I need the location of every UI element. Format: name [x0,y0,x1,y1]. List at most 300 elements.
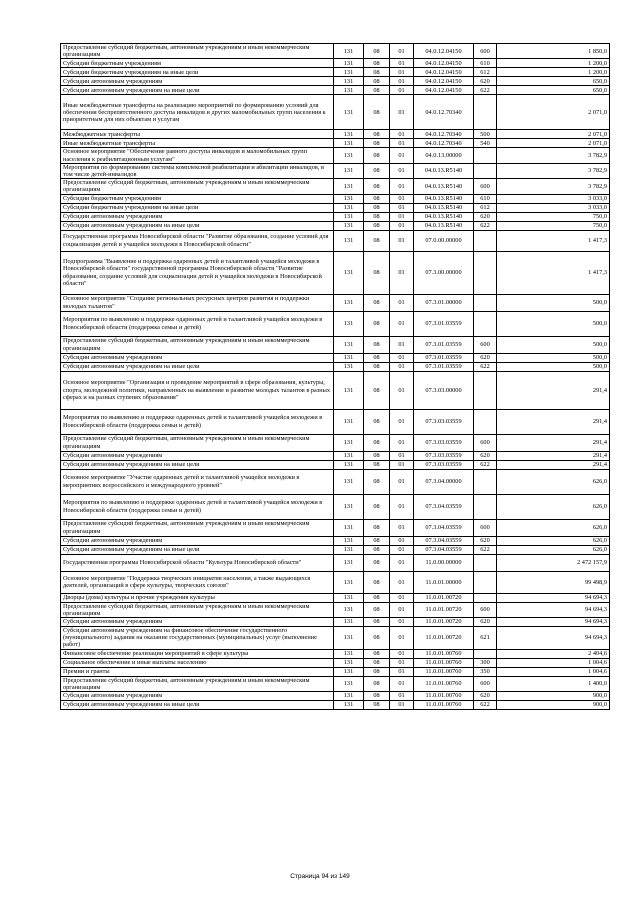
target-article-cell: 04.0.12.04150 [414,77,474,86]
subsection-code-cell: 01 [390,536,414,545]
ved-code-cell: 131 [334,593,364,602]
table-row [61,536,610,545]
subsection-code-cell: 01 [390,701,414,710]
subsection-code-cell: 01 [390,371,414,409]
target-article-cell: 11.0.01.00760 [414,667,474,676]
amount-cell: 626,0 [497,519,610,536]
target-article-cell: 07.3.04.03559 [414,494,474,519]
expense-type-cell: 620 [474,353,497,362]
section-code-cell: 08 [364,571,390,593]
ved-code-cell: 131 [334,494,364,519]
amount-cell: 94 694,3 [497,602,610,617]
ved-code-cell: 131 [334,658,364,667]
ved-code-cell: 131 [334,434,364,451]
section-code-cell: 08 [364,649,390,658]
target-article-cell: 04.0.13.R5140 [414,221,474,230]
expense-type-cell: 620 [474,692,497,701]
target-article-cell: 04.0.12.04150 [414,68,474,77]
row-name-cell: Субсидии бюджетным учреждениям [61,59,334,68]
subsection-code-cell: 01 [390,163,414,178]
table-row [61,494,610,519]
subsection-code-cell: 01 [390,203,414,212]
expense-type-cell: 622 [474,545,497,554]
table-row [61,336,610,353]
target-article-cell: 11.0.01.00760 [414,676,474,691]
row-name-cell: Предоставление субсидий бюджетным, автономным учреждениям и иным некоммерческим организациям [61,336,334,353]
row-name-cell: Субсидии бюджетным учреждениям на иные цели [61,203,334,212]
subsection-code-cell: 01 [390,571,414,593]
section-code-cell: 08 [364,212,390,221]
section-code-cell: 08 [364,409,390,434]
amount-cell: 626,0 [497,536,610,545]
section-code-cell: 08 [364,163,390,178]
table-row [61,311,610,336]
table-row [61,163,610,178]
table-row [61,434,610,451]
table-row [61,649,610,658]
table-row [61,203,610,212]
expense-type-cell [474,469,497,494]
expense-type-cell [474,95,497,130]
subsection-code-cell: 01 [390,692,414,701]
ved-code-cell: 131 [334,571,364,593]
table-row [61,251,610,294]
amount-cell: 500,0 [497,336,610,353]
target-article-cell: 04.0.13.R5140 [414,194,474,203]
ved-code-cell: 131 [334,627,364,650]
amount-cell: 626,0 [497,469,610,494]
row-name-cell: Мероприятия по формированию системы комплексной реабилитации и абилитации инвалидов, в том числе детей-инвалидов [61,163,334,178]
subsection-code-cell: 01 [390,251,414,294]
expense-type-cell: 622 [474,221,497,230]
ved-code-cell: 131 [334,212,364,221]
table-row [61,667,610,676]
expense-type-cell [474,593,497,602]
row-name-cell: Предоставление субсидий бюджетным, автономным учреждениям и иным некоммерческим организациям [61,179,334,194]
expense-type-cell: 622 [474,460,497,469]
expense-type-cell [474,148,497,163]
subsection-code-cell: 01 [390,460,414,469]
section-code-cell: 08 [364,139,390,148]
ved-code-cell: 131 [334,701,364,710]
section-code-cell: 08 [364,353,390,362]
amount-cell: 650,0 [497,86,610,95]
ved-code-cell: 131 [334,139,364,148]
section-code-cell: 08 [364,230,390,251]
table-row [61,519,610,536]
target-article-cell: 04.0.13.R5140 [414,212,474,221]
target-article-cell: 04.0.13.R5140 [414,203,474,212]
row-name-cell: Субсидии автономным учреждениям на иные цели [61,701,334,710]
table-row [61,469,610,494]
table-row [61,139,610,148]
target-article-cell: 11.0.01.00760 [414,692,474,701]
table-row [61,212,610,221]
subsection-code-cell: 01 [390,627,414,650]
section-code-cell: 08 [364,294,390,311]
amount-cell: 1 417,3 [497,251,610,294]
expense-type-cell: 600 [474,602,497,617]
target-article-cell: 07.3.04.03559 [414,519,474,536]
expense-type-cell [474,571,497,593]
section-code-cell: 08 [364,148,390,163]
expense-type-cell: 622 [474,86,497,95]
subsection-code-cell: 01 [390,44,414,59]
section-code-cell: 08 [364,494,390,519]
subsection-code-cell: 01 [390,68,414,77]
section-code-cell: 08 [364,676,390,691]
subsection-code-cell: 01 [390,148,414,163]
ved-code-cell: 131 [334,667,364,676]
subsection-code-cell: 01 [390,519,414,536]
row-name-cell: Иные межбюджетные трансферты [61,139,334,148]
amount-cell: 2 071,0 [497,139,610,148]
ved-code-cell: 131 [334,362,364,371]
row-name-cell: Субсидии автономным учреждениям на финансовое обеспечение государственного (муниципального) задания на оказание государственных (муниципальных) услуг (выполнение работ) [61,627,334,650]
expense-type-cell [474,409,497,434]
target-article-cell: 07.3.01.03559 [414,362,474,371]
table-row [61,230,610,251]
amount-cell: 500,0 [497,311,610,336]
row-name-cell: Субсидии автономным учреждениям на иные цели [61,460,334,469]
ved-code-cell: 131 [334,545,364,554]
amount-cell: 1 417,3 [497,230,610,251]
ved-code-cell: 131 [334,148,364,163]
amount-cell: 626,0 [497,494,610,519]
row-name-cell: Предоставление субсидий бюджетным, автономным учреждениям и иным некоммерческим организациям [61,44,334,59]
expense-type-cell: 621 [474,627,497,650]
ved-code-cell: 131 [334,676,364,691]
section-code-cell: 08 [364,59,390,68]
row-name-cell: Предоставление субсидий бюджетным, автономным учреждениям и иным некоммерческим организациям [61,676,334,691]
amount-cell: 2 472 157,9 [497,554,610,571]
expense-type-cell [474,371,497,409]
target-article-cell: 04.0.12.04150 [414,59,474,68]
subsection-code-cell: 01 [390,139,414,148]
section-code-cell: 08 [364,627,390,650]
expense-type-cell: 600 [474,336,497,353]
expense-type-cell: 622 [474,701,497,710]
expense-type-cell: 600 [474,179,497,194]
amount-cell: 2 071,0 [497,95,610,130]
section-code-cell: 08 [364,554,390,571]
target-article-cell: 11.0.00.00000 [414,554,474,571]
section-code-cell: 08 [364,251,390,294]
section-code-cell: 08 [364,434,390,451]
ved-code-cell: 131 [334,44,364,59]
expense-type-cell: 620 [474,212,497,221]
row-name-cell: Основное мероприятие "Организация и проведение мероприятий в сфере образования, культуры, спорта, молодежной политики, направленных на выявление и развитие молодых талантов в разных сферах и на разных ступенях образования" [61,371,334,409]
row-name-cell: Субсидии автономным учреждениям на иные цели [61,221,334,230]
row-name-cell: Субсидии автономным учреждениям [61,692,334,701]
ved-code-cell: 131 [334,179,364,194]
ved-code-cell: 131 [334,95,364,130]
row-name-cell: Подпрограмма "Выявление и поддержка одаренных детей и талантливой учащейся молодежи в Новосибирской области" государственной программы Новосибирской области "Развитие образования, создание условий для социализации детей и учащейся молодежи в Новосибирской области" [61,251,334,294]
ved-code-cell: 131 [334,469,364,494]
target-article-cell: 07.3.01.03559 [414,311,474,336]
section-code-cell: 08 [364,336,390,353]
target-article-cell: 04.0.12.70340 [414,95,474,130]
amount-cell: 1 200,0 [497,59,610,68]
row-name-cell: Социальное обеспечение и иные выплаты населению [61,658,334,667]
amount-cell: 1 200,0 [497,68,610,77]
expense-type-cell [474,251,497,294]
section-code-cell: 08 [364,593,390,602]
target-article-cell: 07.3.04.03559 [414,545,474,554]
section-code-cell: 08 [364,658,390,667]
row-name-cell: Финансовое обеспечение реализации мероприятий в сфере культуры [61,649,334,658]
subsection-code-cell: 01 [390,593,414,602]
section-code-cell: 08 [364,545,390,554]
ved-code-cell: 131 [334,86,364,95]
table-row [61,593,610,602]
expense-type-cell: 620 [474,536,497,545]
table-row [61,676,610,691]
row-name-cell: Предоставление субсидий бюджетным, автономным учреждениям и иным некоммерческим организациям [61,434,334,451]
row-name-cell: Основное мероприятие "Обеспечение равного доступа инвалидов и маломобильных групп населения к реабилитационным услугам" [61,148,334,163]
expense-type-cell: 612 [474,203,497,212]
subsection-code-cell: 01 [390,230,414,251]
table-row [61,148,610,163]
target-article-cell: 04.0.13.R5140 [414,179,474,194]
expense-type-cell [474,554,497,571]
target-article-cell: 07.3.01.03559 [414,336,474,353]
expense-type-cell: 500 [474,130,497,139]
row-name-cell: Субсидии автономным учреждениям на иные цели [61,545,334,554]
table-row [61,294,610,311]
ved-code-cell: 131 [334,130,364,139]
section-code-cell: 08 [364,667,390,676]
expense-type-cell: 612 [474,68,497,77]
table-row [61,95,610,130]
table-row [61,460,610,469]
ved-code-cell: 131 [334,451,364,460]
subsection-code-cell: 01 [390,221,414,230]
subsection-code-cell: 01 [390,602,414,617]
row-name-cell: Государственная программа Новосибирской области "Развитие образования, создание условий для социализации детей и учащейся молодежи в Новосибирской области" [61,230,334,251]
section-code-cell: 08 [364,451,390,460]
subsection-code-cell: 01 [390,130,414,139]
table-row [61,371,610,409]
amount-cell: 500,0 [497,294,610,311]
target-article-cell: 07.3.03.03559 [414,434,474,451]
target-article-cell: 07.3.01.00000 [414,294,474,311]
subsection-code-cell: 01 [390,294,414,311]
ved-code-cell: 131 [334,230,364,251]
amount-cell: 3 782,9 [497,179,610,194]
target-article-cell: 11.0.01.00000 [414,571,474,593]
expense-type-cell: 600 [474,676,497,691]
target-article-cell: 07.3.04.03559 [414,536,474,545]
amount-cell: 3 782,9 [497,163,610,178]
row-name-cell: Дворцы (дома) культуры и прочие учреждения культуры [61,593,334,602]
expense-type-cell: 350 [474,667,497,676]
ved-code-cell: 131 [334,618,364,627]
target-article-cell: 07.0.00.00000 [414,230,474,251]
page-footer: Страница 94 из 149 [290,873,350,880]
subsection-code-cell: 01 [390,95,414,130]
table-row [61,554,610,571]
table-row [61,362,610,371]
target-article-cell: 04.0.12.04150 [414,44,474,59]
amount-cell: 3 782,9 [497,148,610,163]
ved-code-cell: 131 [334,554,364,571]
table-row [61,692,610,701]
target-article-cell: 04.0.12.70340 [414,139,474,148]
ved-code-cell: 131 [334,602,364,617]
subsection-code-cell: 01 [390,676,414,691]
table-row [61,602,610,617]
ved-code-cell: 131 [334,163,364,178]
ved-code-cell: 131 [334,519,364,536]
subsection-code-cell: 01 [390,59,414,68]
table-row [61,409,610,434]
amount-cell: 2 404,6 [497,649,610,658]
row-name-cell: Основное мероприятие "Создание региональных ресурсных центров развития и поддержки молодых талантов" [61,294,334,311]
table-row [61,353,610,362]
target-article-cell: 07.3.00.00000 [414,251,474,294]
section-code-cell: 08 [364,469,390,494]
expense-type-cell [474,163,497,178]
subsection-code-cell: 01 [390,86,414,95]
subsection-code-cell: 01 [390,434,414,451]
amount-cell: 500,0 [497,362,610,371]
row-name-cell: Субсидии автономным учреждениям на иные цели [61,362,334,371]
expense-type-cell: 610 [474,59,497,68]
section-code-cell: 08 [364,371,390,409]
ved-code-cell: 131 [334,460,364,469]
subsection-code-cell: 01 [390,494,414,519]
section-code-cell: 08 [364,460,390,469]
target-article-cell: 04.0.13.00000 [414,148,474,163]
amount-cell: 291,4 [497,451,610,460]
ved-code-cell: 131 [334,409,364,434]
amount-cell: 291,4 [497,434,610,451]
section-code-cell: 08 [364,194,390,203]
target-article-cell: 07.3.03.00000 [414,371,474,409]
ved-code-cell: 131 [334,251,364,294]
amount-cell: 626,0 [497,545,610,554]
subsection-code-cell: 01 [390,179,414,194]
amount-cell: 1 004,6 [497,667,610,676]
target-article-cell: 07.3.03.03559 [414,409,474,434]
ved-code-cell: 131 [334,59,364,68]
target-article-cell: 07.3.03.03559 [414,460,474,469]
target-article-cell: 11.0.01.00760 [414,649,474,658]
row-name-cell: Субсидии автономным учреждениям [61,212,334,221]
amount-cell: 3 033,0 [497,203,610,212]
amount-cell: 650,0 [497,77,610,86]
amount-cell: 2 071,0 [497,130,610,139]
table-row [61,68,610,77]
ved-code-cell: 131 [334,77,364,86]
target-article-cell: 11.0.01.00760 [414,658,474,667]
amount-cell: 99 498,9 [497,571,610,593]
section-code-cell: 08 [364,77,390,86]
table-row [61,194,610,203]
expense-type-cell [474,294,497,311]
row-name-cell: Предоставление субсидий бюджетным, автономным учреждениям и иным некоммерческим организациям [61,519,334,536]
ved-code-cell: 131 [334,311,364,336]
budget-table [60,43,610,710]
ved-code-cell: 131 [334,692,364,701]
subsection-code-cell: 01 [390,362,414,371]
expense-type-cell: 300 [474,658,497,667]
subsection-code-cell: 01 [390,649,414,658]
subsection-code-cell: 01 [390,469,414,494]
expense-type-cell [474,230,497,251]
amount-cell: 291,4 [497,371,610,409]
expense-type-cell: 610 [474,194,497,203]
target-article-cell: 07.3.04.00000 [414,469,474,494]
row-name-cell: Мероприятия по выявлению и поддержке одаренных детей и талантливой учащейся молодежи в Новосибирской области (поддержка семьи и детей) [61,409,334,434]
section-code-cell: 08 [364,362,390,371]
target-article-cell: 04.0.12.70340 [414,130,474,139]
row-name-cell: Субсидии автономным учреждениям [61,536,334,545]
target-article-cell: 11.0.01.00720 [414,602,474,617]
amount-cell: 94 694,3 [497,593,610,602]
expense-type-cell: 600 [474,434,497,451]
row-name-cell: Мероприятия по выявлению и поддержке одаренных детей и талантливой учащейся молодежи в Новосибирской области (поддержка семьи и детей) [61,311,334,336]
row-name-cell: Основное мероприятие "Поддержка творческих инициатив населения, а также выдающихся деятелей, организаций в сфере культуры, творческих союзов" [61,571,334,593]
ved-code-cell: 131 [334,353,364,362]
amount-cell: 1 400,0 [497,676,610,691]
expense-type-cell: 620 [474,77,497,86]
row-name-cell: Субсидии автономным учреждениям [61,618,334,627]
ved-code-cell: 131 [334,336,364,353]
section-code-cell: 08 [364,311,390,336]
subsection-code-cell: 01 [390,409,414,434]
target-article-cell: 04.0.12.04150 [414,86,474,95]
amount-cell: 94 694,3 [497,627,610,650]
row-name-cell: Субсидии автономным учреждениям [61,353,334,362]
section-code-cell: 08 [364,692,390,701]
table-row [61,130,610,139]
section-code-cell: 08 [364,701,390,710]
table-row [61,451,610,460]
expense-type-cell [474,494,497,519]
row-name-cell: Субсидии бюджетным учреждениям [61,194,334,203]
row-name-cell: Основное мероприятие "Участие одаренных детей и талантливой учащейся молодежи в мероприятиях всероссийского и международного уровней" [61,469,334,494]
table-row [61,545,610,554]
subsection-code-cell: 01 [390,451,414,460]
target-article-cell: 11.0.01.00760 [414,701,474,710]
ved-code-cell: 131 [334,68,364,77]
table-row [61,44,610,59]
section-code-cell: 08 [364,130,390,139]
target-article-cell: 11.0.01.00720 [414,593,474,602]
table-row [61,179,610,194]
expense-type-cell [474,649,497,658]
section-code-cell: 08 [364,221,390,230]
target-article-cell: 07.3.03.03559 [414,451,474,460]
amount-cell: 291,4 [497,460,610,469]
target-article-cell: 11.0.01.00720 [414,627,474,650]
table-row [61,77,610,86]
expense-type-cell: 620 [474,451,497,460]
ved-code-cell: 131 [334,294,364,311]
amount-cell: 750,0 [497,212,610,221]
expense-type-cell: 620 [474,618,497,627]
ved-code-cell: 131 [334,371,364,409]
table-row [61,221,610,230]
subsection-code-cell: 01 [390,658,414,667]
section-code-cell: 08 [364,519,390,536]
subsection-code-cell: 01 [390,667,414,676]
expense-type-cell [474,311,497,336]
table-row [61,658,610,667]
row-name-cell: Субсидии автономным учреждениям [61,451,334,460]
